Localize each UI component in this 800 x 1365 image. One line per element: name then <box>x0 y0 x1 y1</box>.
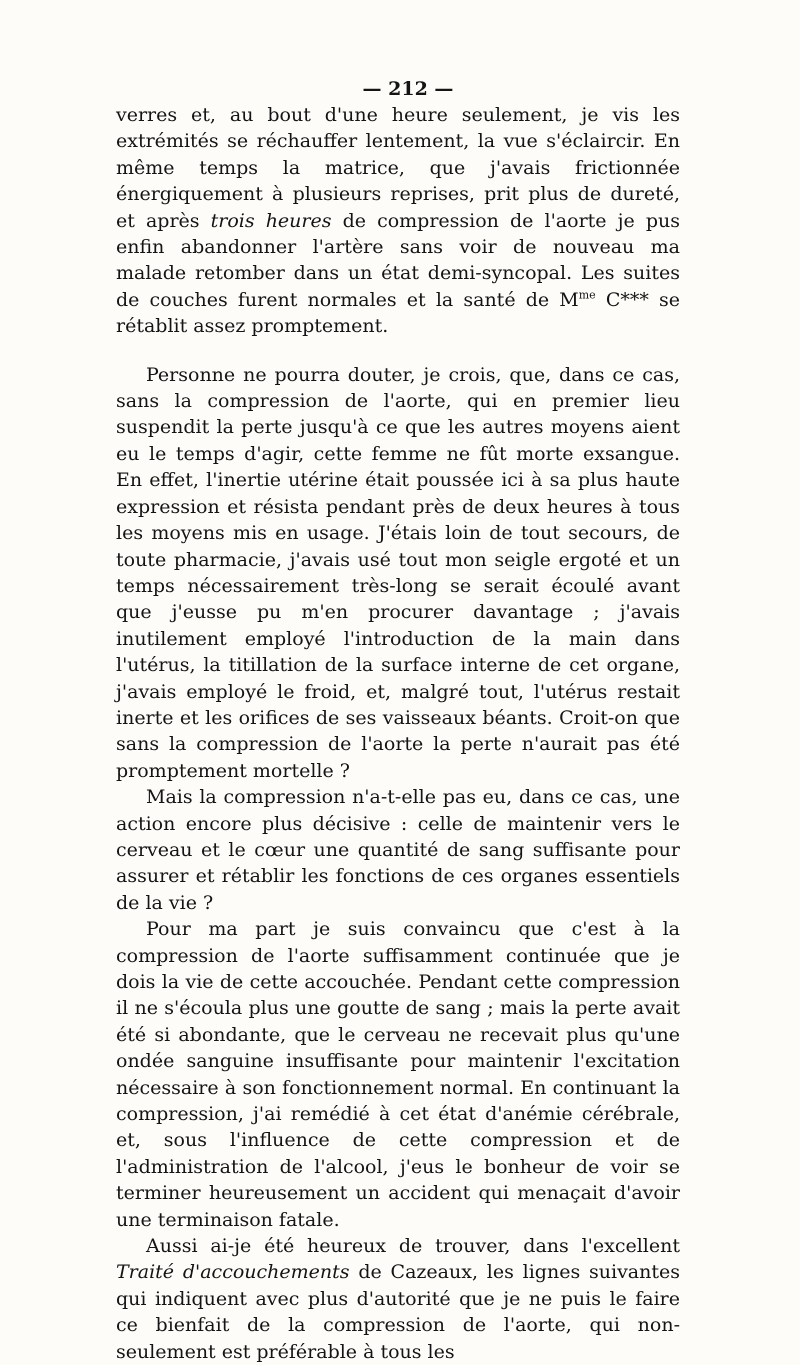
paragraph-5 <box>116 1233 680 1365</box>
paragraph-1-text-end: C*** se rétablit assez promptement. <box>116 288 680 338</box>
paragraph-4: Pour ma part je suis convaincu que c'est à la compression de l'aorte suffisamment continuée que je dois la vie de cette accouchée. Pendant cette compression il ne s'écoula plus une goutte de sang ; mais la perte avait été si abondante, que le cerveau ne recevait plus qu'une ondée sanguine insuffisante pour maintenir l'excitation nécessaire à son fonctionnement normal. En continuant la compression, j'ai remédié à cet état d'anémie cérébrale, et, sous l'influence de cette compression et de l'administration de l'alcool, j'eus le bonheur de voir se terminer heureusement un accident qui menaçait d'avoir une terminaison fatale. <box>116 918 680 1231</box>
paragraph-3: Mais la compression n'a-t-elle pas eu, dans ce cas, une action encore plus décisive : celle de maintenir vers le cerveau et le cœur une quantité de sang suffisante pour assurer et rétablir les fonctions de ces organes essentiels de la vie ? <box>116 786 680 914</box>
paragraph-5-text: Aussi ai-je été heureux de trouver, dans l'excellent <box>146 1235 680 1258</box>
paragraph-1 <box>116 102 680 340</box>
paragraph-2: Personne ne pourra douter, je crois, que, dans ce cas, sans la compression de l'aorte, qui en premier lieu suspendit la perte jusqu'à ce que les autres moyens aient eu le temps d'agir, cette femme ne fût morte exsangue. En effet, l'inertie utérine était poussée ici à sa plus haute expression et résista pendant près de deux heures à tous les moyens mis en usage. J'étais loin de tout secours, de toute pharmacie, j'avais usé tout mon seigle ergoté et un temps nécessairement très-long se serait écoulé avant que j'eusse pu m'en procurer davantage ; j'avais inutilement employé l'introduction de la main dans l'utérus, la titillation de la surface interne de cet organe, j'avais employé le froid, et, malgré tout, l'utérus restait inerte et les orifices de ses vaisseaux béants. Croit-on que sans la compression de l'aorte la perte n'aurait pas été promptement mortelle ? <box>116 363 680 782</box>
book-page <box>116 76 680 1365</box>
page-number: — 212 — <box>362 78 454 100</box>
paragraph-1-text: verres et, au bout d'une heure seulement, je vis les extrémités se réchauffer lentement, la vue s'éclaircir. En même temps la matrice, que j'avais frictionnée énergiquement à plusieurs reprises, prit plus de dureté, et après <box>116 104 680 232</box>
paragraph-1-superscript: me <box>578 288 596 302</box>
paragraph-5-text-end: de Cazeaux, les lignes suivantes qui indiquent avec plus d'autorité que je ne puis le faire ce bienfait de la compression de l'aorte, qui non-seulement est préférable à tous les <box>116 1261 681 1363</box>
paragraph-5-italic: Traité d'accouchements <box>116 1261 350 1284</box>
paragraph-1-text-middle: de compression de l'aorte je pus enfin abandonner l'artère sans voir de nouveau ma malade retomber dans un état demi-syncopal. Les suites de couches furent normales et la santé de M <box>116 209 680 311</box>
paragraph-1-italic: trois heures <box>210 209 332 232</box>
